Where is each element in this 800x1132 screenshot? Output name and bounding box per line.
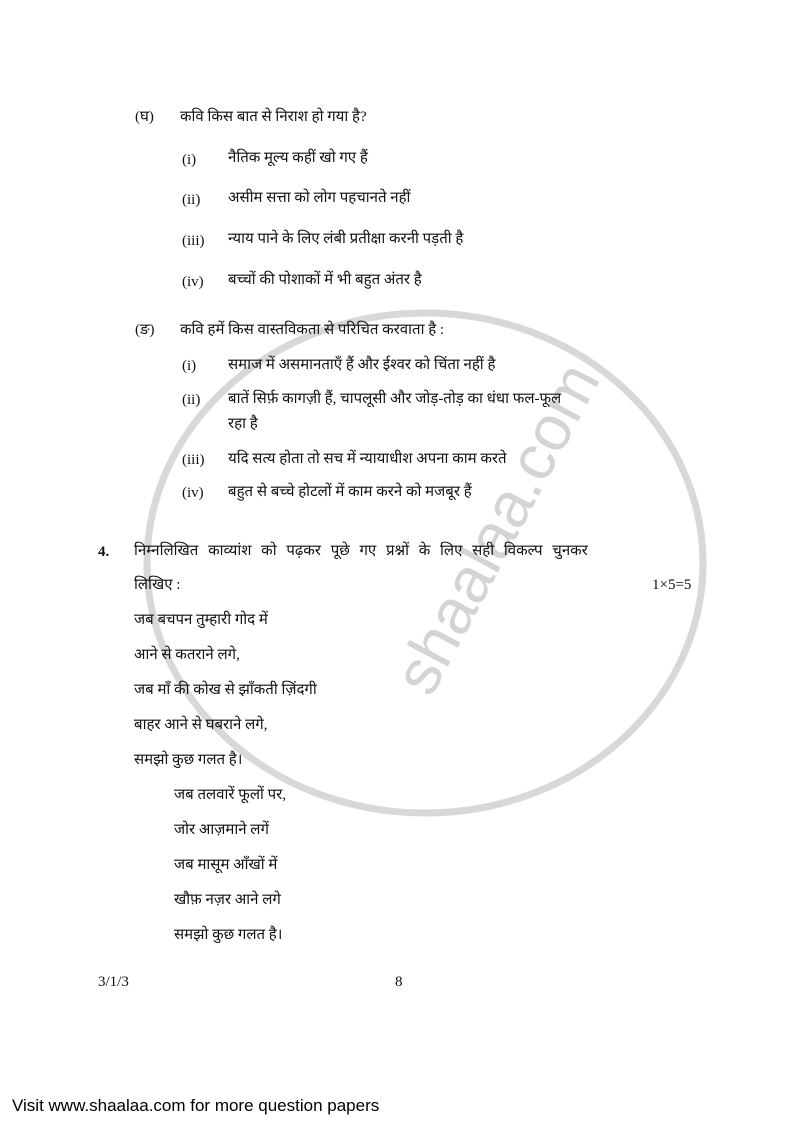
marks: 1×5=5 (652, 577, 692, 593)
footer-link[interactable]: Visit www.shaalaa.com for more question papers (12, 1096, 380, 1115)
option-number: (ii) (182, 392, 201, 408)
poem-line: बाहर आने से घबराने लगे, (134, 717, 268, 733)
poem-line: जब माँ की कोख से झाँकती ज़िंदगी (134, 682, 317, 698)
option-number: (iii) (182, 233, 205, 249)
option-text: नैतिक मूल्य कहीं खो गए हैं (228, 150, 368, 166)
option-text: बहुत से बच्चे होटलों में काम करने को मजबूर हैं (228, 484, 472, 500)
poem-line: खौफ़ नज़र आने लगे (174, 892, 281, 908)
poem-line: जोर आज़माने लगें (174, 822, 269, 838)
poem-line: जब बचपन तुम्हारी गोद में (134, 612, 268, 628)
option-number: (i) (182, 358, 197, 374)
poem-line: आने से कतराने लगे, (134, 647, 240, 663)
poem-line: जब मासूम आँखों में (174, 857, 278, 873)
option-text-continued: रहा है (228, 416, 258, 432)
option-number: (ii) (182, 192, 201, 208)
option-text: असीम सत्ता को लोग पहचानते नहीं (228, 190, 411, 206)
option-text: यदि सत्य होता तो सच में न्यायाधीश अपना काम करते (228, 451, 507, 467)
page-number: 8 (395, 974, 403, 990)
option-number: (iii) (182, 452, 205, 468)
question-instruction: निम्नलिखित काव्यांश को पढ़कर पूछे गए प्रश्नों के लिए सही विकल्प चुनकर (134, 543, 588, 559)
option-text: न्याय पाने के लिए लंबी प्रतीक्षा करनी पड़ती है (228, 231, 464, 247)
paper-code: 3/1/3 (98, 974, 129, 990)
question-text: कवि किस बात से निराश हो गया है? (180, 109, 367, 125)
question-label: (ङ) (135, 322, 155, 338)
option-text: बच्चों की पोशाकों में भी बहुत अंतर है (228, 272, 422, 288)
question-number: 4. (98, 544, 110, 560)
option-number: (iv) (182, 274, 204, 290)
poem-line: समझो कुछ गलत है। (174, 927, 283, 943)
option-text: बातें सिर्फ़ कागज़ी हैं, चापलूसी और जोड़-तोड़ का धंधा फल-फूल (228, 391, 562, 407)
question-instruction-continued: लिखिए : (134, 577, 181, 593)
option-number: (iv) (182, 485, 204, 501)
question-text: कवि हमें किस वास्तविकता से परिचित करवाता है : (180, 322, 445, 338)
option-number: (i) (182, 152, 197, 168)
option-text: समाज में असमानताएँ हैं और ईश्वर को चिंता नहीं है (228, 357, 496, 373)
question-label: (घ) (135, 109, 154, 125)
poem-line: जब तलवारें फूलों पर, (174, 787, 287, 803)
poem-line: समझो कुछ गलत है। (134, 752, 243, 768)
